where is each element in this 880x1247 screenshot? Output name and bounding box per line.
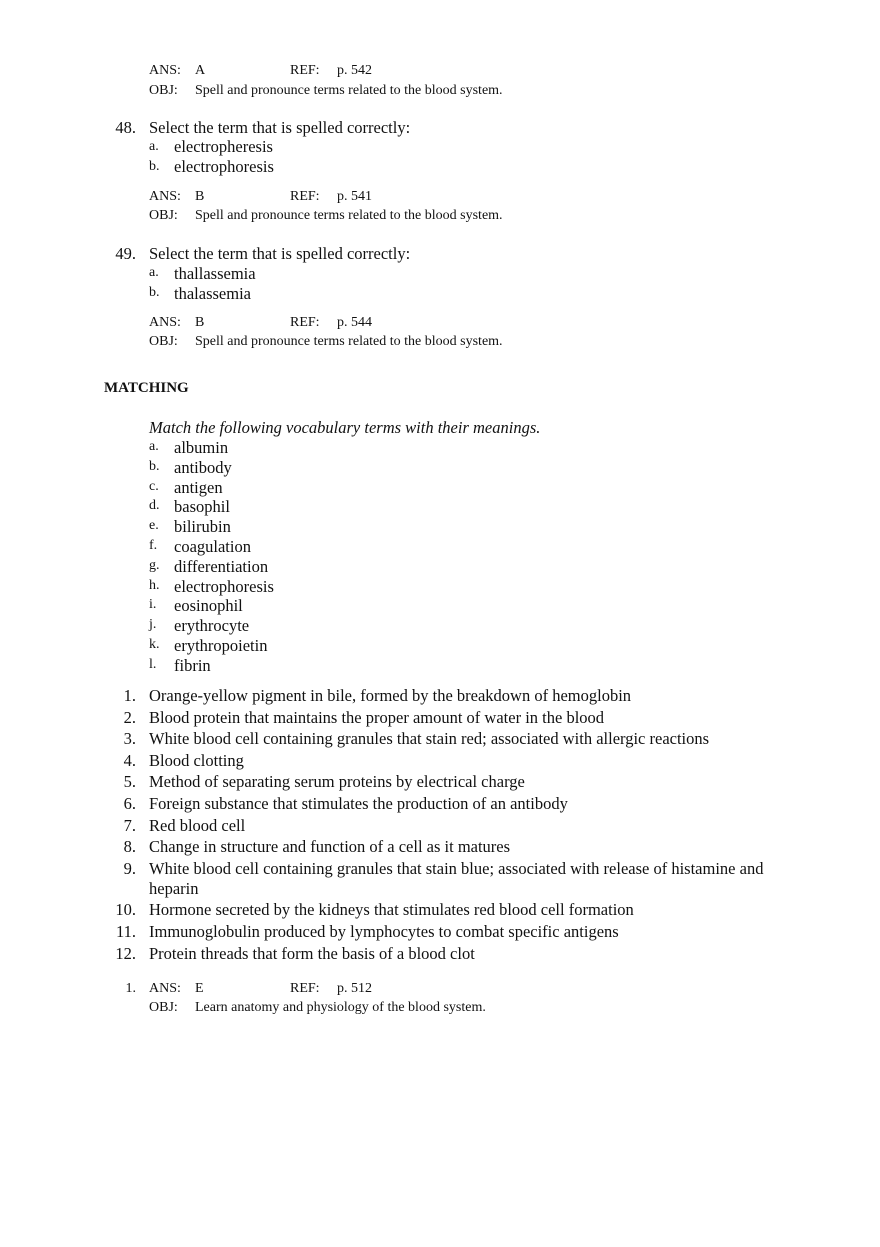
option-letter: a. [149, 139, 159, 154]
ref-label: REF: [290, 189, 320, 204]
obj-value: Spell and pronounce terms related to the blood system. [195, 83, 503, 98]
definition-text: Blood clotting [149, 750, 244, 770]
question-prompt: Select the term that is spelled correctly: [149, 118, 411, 137]
term-letter: e. [149, 518, 159, 534]
option-letter: b. [149, 285, 160, 300]
term-letter: k. [149, 637, 160, 652]
definition-number: 6. [123, 794, 136, 813]
ref-label: REF: [290, 315, 320, 330]
obj-label: OBJ: [149, 1000, 178, 1015]
obj-value: Spell and pronounce terms related to the blood system. [195, 208, 503, 223]
definition-text: Change in structure and function of a cell as it matures [149, 837, 511, 857]
option-text: electropheresis [174, 137, 273, 156]
definition-number: 5. [123, 772, 136, 792]
obj-value: Spell and pronounce terms related to the blood system. [195, 334, 503, 349]
ans-value: B [195, 315, 205, 330]
ans-label: ANS: [149, 981, 181, 996]
definition-number: 4. [123, 750, 136, 770]
question-number: 48. [115, 118, 136, 137]
term-letter: j. [149, 617, 157, 633]
obj-label: OBJ: [149, 334, 178, 349]
definition-text: Immunoglobulin produced by lymphocytes to combat specific antigens [149, 922, 619, 941]
ans-value: A [195, 63, 206, 78]
term-text: fibrin [174, 655, 211, 675]
obj-value: Learn anatomy and physiology of the blood system. [195, 1000, 486, 1015]
ans-label: ANS: [149, 189, 181, 204]
term-letter: l. [149, 656, 157, 672]
definition-number: 8. [123, 837, 136, 857]
term-text: erythropoietin [174, 636, 268, 655]
definition-text: White blood cell containing granules that stain red; associated with allergic reactions [149, 729, 710, 749]
definition-text: Foreign substance that stimulates the production of an antibody [149, 794, 568, 813]
term-text: basophil [174, 497, 230, 517]
term-text: albumin [174, 438, 229, 457]
definition-number: 9. [123, 858, 136, 878]
ref-value: p. 541 [337, 189, 372, 204]
option-letter: b. [149, 159, 160, 174]
definition-continuation: heparin [149, 878, 199, 898]
ref-label: REF: [290, 981, 320, 996]
question-prompt: Select the term that is spelled correctly: [149, 244, 411, 263]
ans-label: ANS: [149, 315, 181, 330]
definition-number: 3. [123, 729, 136, 749]
option-text: electrophoresis [174, 157, 274, 176]
definition-number: 12. [115, 943, 136, 963]
term-text: electrophoresis [174, 576, 274, 596]
ans-label: ANS: [149, 63, 181, 78]
term-text: eosinophil [174, 596, 243, 616]
definition-text: Method of separating serum proteins by electrical charge [149, 772, 525, 792]
option-letter: a. [149, 265, 159, 280]
term-letter: g. [149, 557, 160, 573]
term-text: antibody [174, 457, 232, 477]
term-text: bilirubin [174, 517, 231, 537]
term-text: coagulation [174, 537, 251, 556]
term-text: antigen [174, 477, 223, 497]
ref-value: p. 512 [337, 981, 372, 996]
term-letter: d. [149, 498, 160, 514]
definition-text: Orange-yellow pigment in bile, formed by the breakdown of hemoglobin [149, 686, 632, 705]
term-letter: a. [149, 439, 159, 454]
definition-text: White blood cell containing granules that stain blue; associated with release of histamine and [149, 858, 764, 878]
term-letter: f. [149, 538, 158, 553]
definition-text: Hormone secreted by the kidneys that stimulates red blood cell formation [149, 900, 634, 920]
ans-value: B [195, 189, 205, 204]
term-text: differentiation [174, 556, 269, 576]
term-letter: c. [149, 478, 159, 494]
option-text: thallassemia [174, 264, 256, 283]
definition-text: Protein threads that form the basis of a blood clot [149, 943, 475, 963]
ref-value: p. 542 [337, 63, 372, 78]
definition-text: Red blood cell [149, 815, 246, 835]
option-text: thalassemia [174, 284, 251, 303]
question-number: 49. [115, 244, 136, 263]
term-letter: i. [149, 597, 157, 613]
definition-number: 7. [123, 815, 136, 835]
obj-label: OBJ: [149, 208, 178, 223]
definition-number: 10. [115, 900, 136, 920]
ans-value: E [195, 981, 204, 996]
term-letter: h. [149, 577, 160, 593]
definition-number: 2. [123, 707, 136, 727]
term-letter: b. [149, 458, 160, 474]
matching-instruction: Match the following vocabulary terms with their meanings. [149, 418, 541, 437]
term-text: erythrocyte [174, 616, 250, 636]
definition-text: Blood protein that maintains the proper amount of water in the blood [149, 707, 605, 727]
section-heading: MATCHING [104, 380, 189, 396]
definition-number: 1. [123, 686, 136, 705]
obj-label: OBJ: [149, 83, 178, 98]
answer-number: 1. [125, 981, 136, 996]
ref-value: p. 544 [337, 315, 372, 330]
ref-label: REF: [290, 63, 320, 78]
definition-number: 11. [115, 922, 136, 941]
